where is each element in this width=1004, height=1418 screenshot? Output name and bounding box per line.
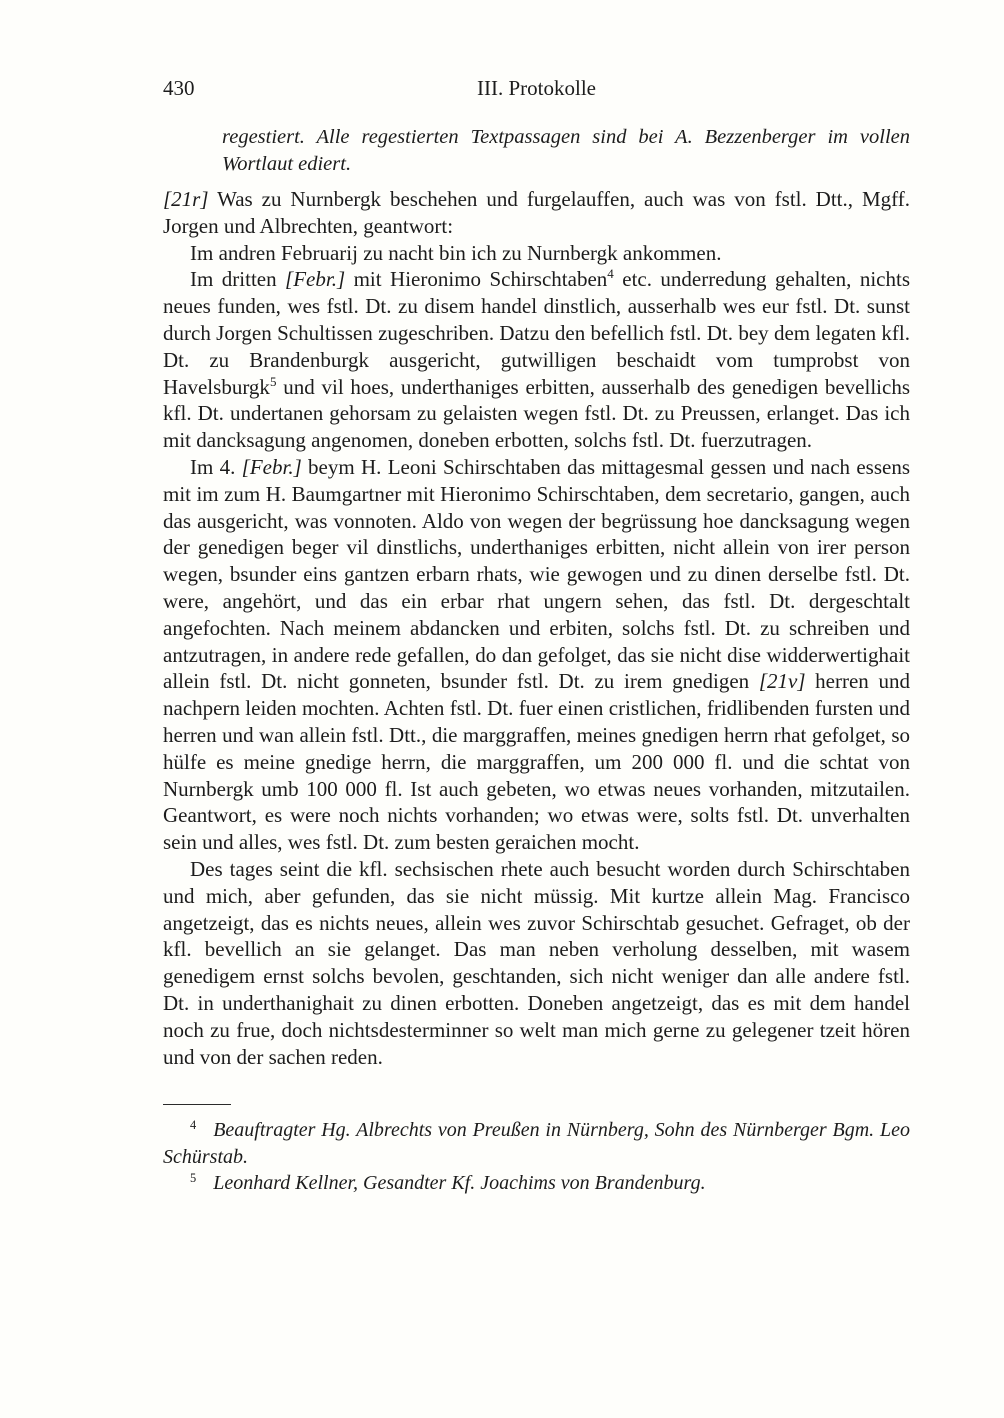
footnote — [163, 1170, 910, 1197]
paragraph — [163, 266, 910, 454]
text-run: Im andren Februarij zu nacht bin ich zu Nurnbergk ankommen. — [190, 240, 722, 265]
page-number: 430 — [163, 76, 195, 100]
text-run: etc. underredung gehalten, nichts neues funden, wes fstl. Dt. zu disem handel dinstlich, ausserhalb wes eur fstl. Dt. sunst durch Jorgen Schultissen zugeschriben. Datzu den befellich fstl. Dt. bey dem legaten kfl. Dt. zu Brandenburgk ausgericht, gutwilligen beschaidt vom tumprobst von Havelsburgk — [163, 267, 910, 399]
body-text — [163, 186, 910, 1070]
paragraph — [163, 856, 910, 1070]
footnote-marker: 5 — [269, 373, 277, 389]
paragraph — [163, 454, 910, 856]
text-run: Im dritten — [190, 267, 286, 292]
footnote — [163, 1117, 910, 1170]
text-run: Im 4. — [190, 454, 242, 479]
footnote-number: 4 — [190, 1117, 197, 1132]
paragraph — [163, 240, 910, 267]
italic-run: [21r] — [163, 187, 209, 211]
footnotes — [163, 1117, 910, 1197]
footnote-number: 5 — [190, 1170, 197, 1185]
footnote-separator — [163, 1104, 231, 1105]
text-run: und vil hoes, underthaniges erbitten, ausserhalb des genedigen bevellichs kfl. Dt. undertanen gehorsam zu gelaisten wegen fstl. Dt. zu Preussen, erlanget. Das ich mit dancksagung angenomen, doneben erbotten, solchs fstl. Dt. fuerzutragen. — [163, 374, 910, 453]
footnote-text: Leonhard Kellner, Gesandter Kf. Joachims von Brandenburg. — [213, 1172, 706, 1195]
italic-run: [21v] — [758, 669, 806, 694]
italic-run: [Febr.] — [241, 454, 302, 479]
text-run: mit Hieronimo Schirschtaben — [345, 267, 608, 292]
text-run: Des tages seint die kfl. sechsischen rhete auch besucht worden durch Schirschtaben und mich, aber gefunden, das sie nicht müssig. Mit kurtze allein Mag. Francisco angetzeigt, das es nichts neues, allein wes zuvor Schirschtab gesuchet. Gefraget, ob der kfl. bevellich an sie gelanget. Das man neben verholung desselben, mit wasem genedigem ernst solchs bevolen, geschtanden, sich nicht weniger dan alle andere fstl. Dt. in underthanighait zu dinen erbotten. Doneben angetzeigt, das es mit dem handel noch zu frue, doch nichtsdesterminner so welt man mich gerne zu gelegener tzeit hören und von der sachen reden. — [163, 856, 910, 1069]
footnote-marker: 4 — [607, 266, 614, 282]
editorial-note: regestiert. Alle regestierten Textpassagen sind bei A. Bezzenberger im vollen Wortlaut ediert. — [222, 126, 910, 175]
running-title: III. Protokolle — [477, 76, 596, 100]
paragraph — [163, 186, 910, 240]
text-run: herren und nachpern leiden mochten. Achten fstl. Dt. fuer einen cristlichen, fridlibenden fursten und herren und wan allein fstl. Dtt., die marggraffen, meines gnedigen herrn rhat gefolget, so hülfe es meine gnedige herrn, die marggraffen, um 200 000 fl. und die schtat von Nurnbergk umb 100 000 fl. Ist auch gebeten, wo etwas neues vorhanden, mitzutailen. Geantwort, es were noch nichts vorhanden; wo etwas were, solts fstl. Dt. unverhalten sein und alles, wes fstl. Dt. zum besten geraichen mocht. — [163, 669, 910, 855]
text-run: Was zu Nurnbergk beschehen und furgelauffen, auch was von fstl. Dtt., Mgff. Jorgen und Albrechten, geantwort: — [163, 187, 910, 238]
italic-run: [Febr.] — [285, 267, 346, 292]
footnote-text: Beauftragter Hg. Albrechts von Preußen in Nürnberg, Sohn des Nürnberger Bgm. Leo Schürstab. — [163, 1119, 910, 1168]
page-header — [163, 74, 910, 102]
text-run: beym H. Leoni Schirschtaben das mittagesmal gessen und nach essens mit im zum H. Baumgartner mit Hieronimo Schirschtaben, dem secretario, gangen, auch das ausgericht, was vonnoten. Aldo von wegen der begrüssung hoe dancksagung wegen der genedigen beger vil dinstlichs, underthaniges erbitten, nicht allein von irer person wegen, bsunder eins gantzen erbarn rhats, wie gewogen und zu dinen derselbe fstl. Dt. were, angehört, und das ein erbar rhat ungern sehen, das fstl. Dt. dergeschtalt angefochten. Nach meinem abdancken und erbiten, solchs fstl. Dt. zu schreiben und antzutragen, in andere rede gefallen, do dan gefolget, das sie nicht dise widderwertighait allein fstl. Dt. nicht gonneten, bsunder fstl. Dt. zu irem gnedigen — [163, 454, 910, 694]
